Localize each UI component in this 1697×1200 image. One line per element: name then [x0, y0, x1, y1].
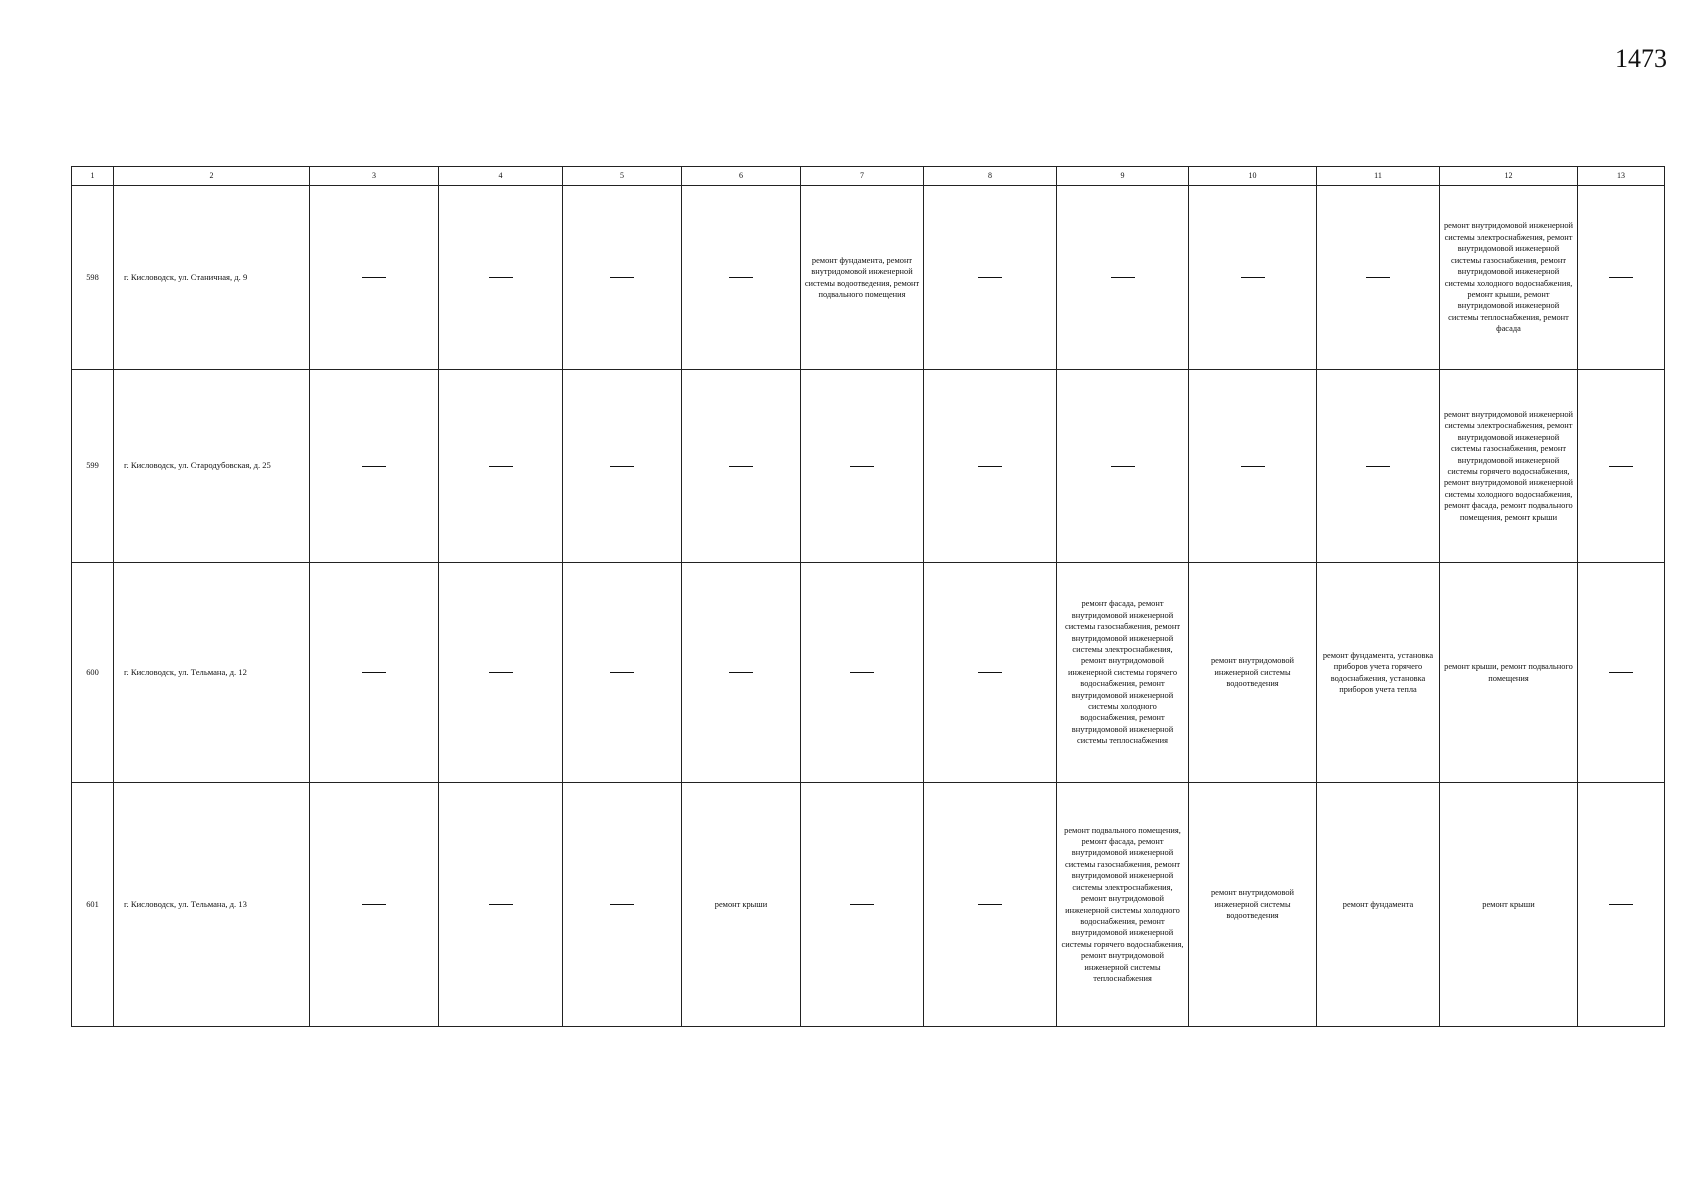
- dash-mark: [489, 672, 513, 673]
- row-number: 598: [72, 186, 114, 370]
- dash-mark: [1609, 672, 1633, 673]
- dash-mark: [978, 277, 1002, 278]
- column-number: 7: [801, 167, 924, 186]
- dash-cell: [310, 783, 439, 1027]
- dash-cell: [1057, 186, 1189, 370]
- dash-mark: [489, 466, 513, 467]
- dash-cell: [310, 186, 439, 370]
- row-number: 600: [72, 563, 114, 783]
- dash-cell: [801, 370, 924, 563]
- row-number: 599: [72, 370, 114, 563]
- dash-mark: [362, 277, 386, 278]
- dash-mark: [850, 904, 874, 905]
- dash-mark: [1609, 277, 1633, 278]
- dash-cell: [924, 186, 1057, 370]
- dash-cell: [1317, 186, 1440, 370]
- dash-cell: [1189, 186, 1317, 370]
- dash-cell: [563, 783, 682, 1027]
- row-number: 601: [72, 783, 114, 1027]
- dash-mark: [610, 466, 634, 467]
- row-address: г. Кисловодск, ул. Станичная, д. 9: [114, 186, 310, 370]
- dash-mark: [978, 904, 1002, 905]
- column-number-row: [72, 167, 1665, 186]
- dash-cell: [1578, 370, 1665, 563]
- dash-mark: [850, 672, 874, 673]
- dash-mark: [1366, 466, 1390, 467]
- column-number: 5: [563, 167, 682, 186]
- column-number: 6: [682, 167, 801, 186]
- dash-cell: [924, 370, 1057, 563]
- work-cell: ремонт крыши: [682, 783, 801, 1027]
- dash-cell: [563, 563, 682, 783]
- dash-mark: [850, 466, 874, 467]
- dash-cell: [1578, 563, 1665, 783]
- work-cell: ремонт фасада, ремонт внутридомовой инженерной системы газоснабжения, ремонт внутридомовой инженерной системы электроснабжения, ремонт внутридомовой инженерной системы горячего водоснабжения, ремонт внутридомовой инженерной системы холодного водоснабжения, ремонт внутридомовой инженерной системы теплоснабжения: [1057, 563, 1189, 783]
- dash-mark: [610, 277, 634, 278]
- dash-mark: [1111, 466, 1135, 467]
- dash-mark: [362, 466, 386, 467]
- dash-cell: [439, 563, 563, 783]
- dash-cell: [924, 563, 1057, 783]
- table-row: [72, 186, 1665, 370]
- table-row: [72, 563, 1665, 783]
- dash-mark: [489, 277, 513, 278]
- dash-cell: [801, 563, 924, 783]
- work-cell: ремонт подвального помещения, ремонт фасада, ремонт внутридомовой инженерной системы газоснабжения, ремонт внутридомовой инженерной системы электроснабжения, ремонт внутридомовой инженерной системы холодного водоснабжения, ремонт внутридомовой инженерной системы горячего водоснабжения, ремонт внутридомовой инженерной системы теплоснабжения: [1057, 783, 1189, 1027]
- dash-cell: [439, 370, 563, 563]
- dash-mark: [978, 466, 1002, 467]
- dash-mark: [729, 672, 753, 673]
- dash-mark: [610, 672, 634, 673]
- column-number: 13: [1578, 167, 1665, 186]
- work-cell: ремонт крыши: [1440, 783, 1578, 1027]
- dash-cell: [1057, 370, 1189, 563]
- table-row: [72, 783, 1665, 1027]
- dash-mark: [489, 904, 513, 905]
- dash-cell: [439, 783, 563, 1027]
- column-number: 8: [924, 167, 1057, 186]
- dash-cell: [1578, 186, 1665, 370]
- dash-mark: [978, 672, 1002, 673]
- dash-cell: [310, 563, 439, 783]
- dash-cell: [563, 186, 682, 370]
- dash-mark: [1366, 277, 1390, 278]
- column-number: 1: [72, 167, 114, 186]
- dash-mark: [729, 277, 753, 278]
- dash-mark: [362, 904, 386, 905]
- dash-mark: [1609, 904, 1633, 905]
- work-cell: ремонт внутридомовой инженерной системы водоотведения: [1189, 783, 1317, 1027]
- dash-cell: [1189, 370, 1317, 563]
- dash-mark: [362, 672, 386, 673]
- work-cell: ремонт внутридомовой инженерной системы электроснабжения, ремонт внутридомовой инженерной системы газоснабжения, ремонт внутридомовой инженерной системы холодного водоснабжения, ремонт крыши, ремонт внутридомовой инженерной системы теплоснабжения, ремонт фасада: [1440, 186, 1578, 370]
- dash-cell: [1317, 370, 1440, 563]
- dash-mark: [610, 904, 634, 905]
- work-cell: ремонт фундамента: [1317, 783, 1440, 1027]
- dash-mark: [1111, 277, 1135, 278]
- dash-mark: [729, 466, 753, 467]
- column-number: 10: [1189, 167, 1317, 186]
- column-number: 2: [114, 167, 310, 186]
- column-number: 12: [1440, 167, 1578, 186]
- dash-mark: [1241, 466, 1265, 467]
- dash-mark: [1241, 277, 1265, 278]
- work-cell: ремонт внутридомовой инженерной системы водоотведения: [1189, 563, 1317, 783]
- work-cell: ремонт фундамента, установка приборов учета горячего водоснабжения, установка приборов учета тепла: [1317, 563, 1440, 783]
- dash-cell: [682, 563, 801, 783]
- work-cell: ремонт фундамента, ремонт внутридомовой инженерной системы водоотведения, ремонт подвального помещения: [801, 186, 924, 370]
- row-address: г. Кисловодск, ул. Тельмана, д. 12: [114, 563, 310, 783]
- column-number: 3: [310, 167, 439, 186]
- row-address: г. Кисловодск, ул. Стародубовская, д. 25: [114, 370, 310, 563]
- dash-cell: [310, 370, 439, 563]
- dash-cell: [924, 783, 1057, 1027]
- dash-cell: [1578, 783, 1665, 1027]
- capital-repair-table: [71, 166, 1665, 1027]
- column-number: 9: [1057, 167, 1189, 186]
- work-cell: ремонт внутридомовой инженерной системы электроснабжения, ремонт внутридомовой инженерной системы газоснабжения, ремонт внутридомовой инженерной системы горячего водоснабжения, ремонт внутридомовой инженерной системы холодного водоснабжения, ремонт фасада, ремонт подвального помещения, ремонт крыши: [1440, 370, 1578, 563]
- column-number: 11: [1317, 167, 1440, 186]
- page-number: 1473: [1615, 44, 1667, 73]
- work-cell: ремонт крыши, ремонт подвального помещения: [1440, 563, 1578, 783]
- table-row: [72, 370, 1665, 563]
- dash-cell: [682, 370, 801, 563]
- column-number: 4: [439, 167, 563, 186]
- dash-cell: [563, 370, 682, 563]
- dash-cell: [682, 186, 801, 370]
- dash-cell: [439, 186, 563, 370]
- dash-mark: [1609, 466, 1633, 467]
- dash-cell: [801, 783, 924, 1027]
- row-address: г. Кисловодск, ул. Тельмана, д. 13: [114, 783, 310, 1027]
